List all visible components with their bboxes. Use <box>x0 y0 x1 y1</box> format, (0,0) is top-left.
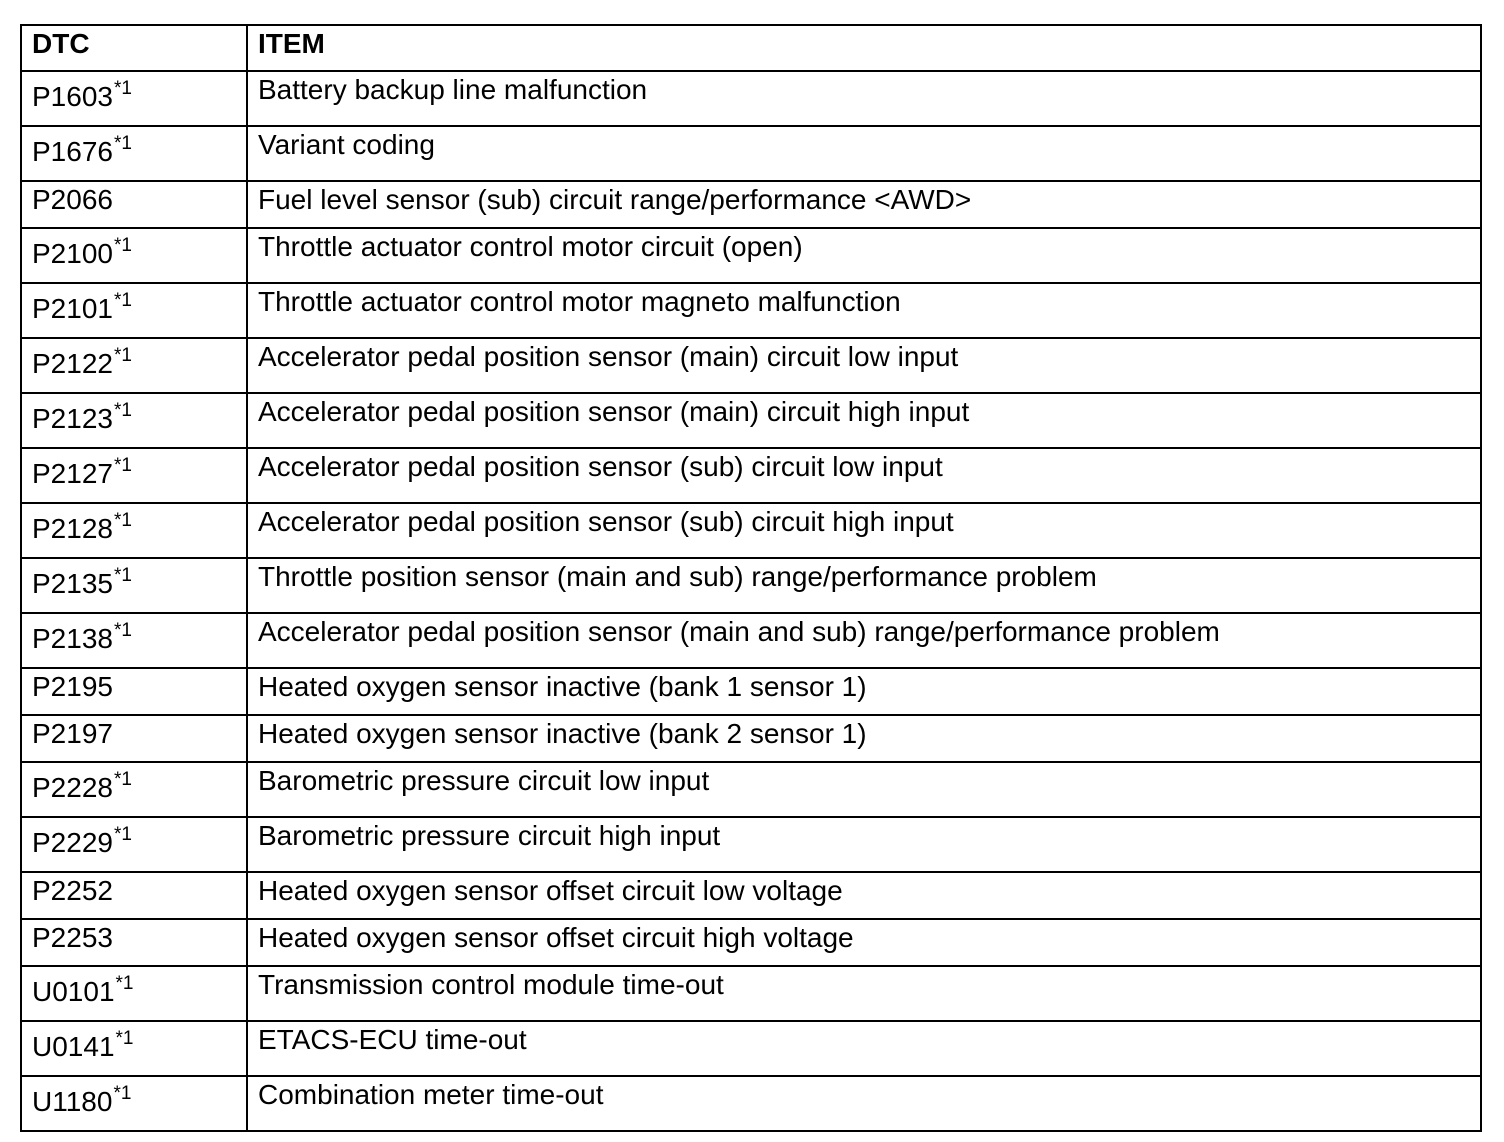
dtc-code: P2122 <box>32 348 113 379</box>
table-row <box>21 393 1481 448</box>
table-row <box>21 668 1481 715</box>
table-row <box>21 1076 1481 1131</box>
dtc-code: P2066 <box>32 184 113 215</box>
dtc-code-cell <box>21 966 247 1021</box>
dtc-item-description: Throttle actuator control motor circuit (open) <box>247 228 1481 283</box>
footnote-marker: *1 <box>113 400 132 421</box>
table-row <box>21 817 1481 872</box>
dtc-item-description: Heated oxygen sensor offset circuit high voltage <box>247 919 1481 966</box>
footnote-marker: *1 <box>113 235 132 256</box>
dtc-code: P1603 <box>32 81 113 112</box>
dtc-item-description: Accelerator pedal position sensor (main) circuit low input <box>247 338 1481 393</box>
dtc-code-cell <box>21 613 247 668</box>
header-item: ITEM <box>247 25 1481 71</box>
dtc-item-description: Throttle actuator control motor magneto malfunction <box>247 283 1481 338</box>
footnote-marker: *1 <box>113 345 132 366</box>
dtc-item-description: Fuel level sensor (sub) circuit range/performance <AWD> <box>247 181 1481 228</box>
dtc-item-description: Accelerator pedal position sensor (sub) circuit high input <box>247 503 1481 558</box>
footnote-marker: *1 <box>113 133 132 154</box>
dtc-code-cell <box>21 919 247 966</box>
table-row <box>21 338 1481 393</box>
dtc-item-description: ETACS-ECU time-out <box>247 1021 1481 1076</box>
dtc-code-cell <box>21 1021 247 1076</box>
dtc-code: P2229 <box>32 827 113 858</box>
dtc-item-description: Accelerator pedal position sensor (main) circuit high input <box>247 393 1481 448</box>
dtc-code: U1180 <box>32 1086 113 1117</box>
dtc-code: U0101 <box>32 976 115 1007</box>
table-row <box>21 919 1481 966</box>
table-row <box>21 228 1481 283</box>
footnote-marker: *1 <box>113 769 132 790</box>
dtc-code: P2128 <box>32 513 113 544</box>
dtc-item-description: Barometric pressure circuit low input <box>247 762 1481 817</box>
table-row <box>21 558 1481 613</box>
dtc-code-cell <box>21 1076 247 1131</box>
table-header <box>21 25 1481 71</box>
dtc-code: P2101 <box>32 293 113 324</box>
dtc-item-description: Barometric pressure circuit high input <box>247 817 1481 872</box>
dtc-item-description: Heated oxygen sensor offset circuit low voltage <box>247 872 1481 919</box>
footnote-marker: *1 <box>113 78 132 99</box>
dtc-code: P2135 <box>32 568 113 599</box>
dtc-code-cell <box>21 558 247 613</box>
dtc-code-cell <box>21 448 247 503</box>
dtc-code: P2138 <box>32 623 113 654</box>
dtc-code-cell <box>21 283 247 338</box>
footnote-marker: *1 <box>113 510 132 531</box>
dtc-code: P2252 <box>32 875 113 906</box>
dtc-code-cell <box>21 668 247 715</box>
dtc-code-cell <box>21 181 247 228</box>
dtc-code-cell <box>21 503 247 558</box>
footnote-marker: *1 <box>113 290 132 311</box>
table-row <box>21 872 1481 919</box>
footnote-marker: *1 <box>113 455 132 476</box>
dtc-item-description: Variant coding <box>247 126 1481 181</box>
footnote-marker: *1 <box>115 973 134 994</box>
footnote-marker: *1 <box>113 1083 132 1104</box>
dtc-code-cell <box>21 393 247 448</box>
dtc-code-cell <box>21 338 247 393</box>
dtc-item-description: Heated oxygen sensor inactive (bank 2 sensor 1) <box>247 715 1481 762</box>
dtc-item-description: Heated oxygen sensor inactive (bank 1 sensor 1) <box>247 668 1481 715</box>
dtc-code: P2100 <box>32 238 113 269</box>
table-row <box>21 613 1481 668</box>
dtc-code-cell <box>21 228 247 283</box>
table-row <box>21 126 1481 181</box>
table-row <box>21 181 1481 228</box>
dtc-code: P2127 <box>32 458 113 489</box>
table-row <box>21 503 1481 558</box>
header-row <box>21 25 1481 71</box>
table-row <box>21 715 1481 762</box>
table-row <box>21 283 1481 338</box>
footnote-marker: *1 <box>115 1028 134 1049</box>
table-row <box>21 762 1481 817</box>
dtc-code: P2197 <box>32 718 113 749</box>
dtc-code: P2253 <box>32 922 113 953</box>
dtc-code-cell <box>21 126 247 181</box>
dtc-item-description: Accelerator pedal position sensor (main and sub) range/performance problem <box>247 613 1481 668</box>
dtc-code: P2195 <box>32 671 113 702</box>
dtc-code-cell <box>21 817 247 872</box>
table-row <box>21 1021 1481 1076</box>
dtc-code: U0141 <box>32 1031 115 1062</box>
table-row <box>21 448 1481 503</box>
table-body <box>21 71 1481 1131</box>
dtc-code: P2123 <box>32 403 113 434</box>
dtc-item-description: Battery backup line malfunction <box>247 71 1481 126</box>
header-dtc: DTC <box>21 25 247 71</box>
dtc-code: P1676 <box>32 136 113 167</box>
dtc-table <box>20 24 1482 1132</box>
dtc-code-cell <box>21 71 247 126</box>
footnote-marker: *1 <box>113 824 132 845</box>
dtc-item-description: Transmission control module time-out <box>247 966 1481 1021</box>
dtc-code-cell <box>21 872 247 919</box>
footnote-marker: *1 <box>113 565 132 586</box>
table-row <box>21 966 1481 1021</box>
dtc-item-description: Throttle position sensor (main and sub) range/performance problem <box>247 558 1481 613</box>
footnote-marker: *1 <box>113 620 132 641</box>
dtc-item-description: Combination meter time-out <box>247 1076 1481 1131</box>
dtc-code-cell <box>21 715 247 762</box>
dtc-code-cell <box>21 762 247 817</box>
dtc-item-description: Accelerator pedal position sensor (sub) circuit low input <box>247 448 1481 503</box>
dtc-code: P2228 <box>32 772 113 803</box>
table-row <box>21 71 1481 126</box>
